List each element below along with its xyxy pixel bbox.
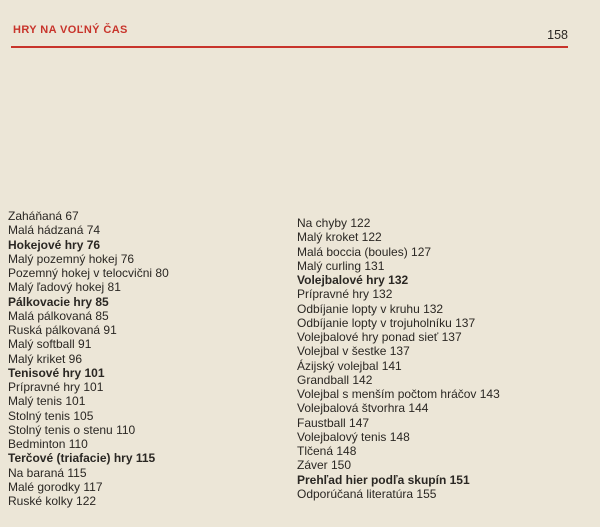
- toc-right-column: [297, 216, 587, 501]
- toc-entry: Pozemný hokej v telocvični 80: [8, 266, 169, 280]
- toc-entry: Grandball 142: [297, 372, 373, 387]
- toc-entry: Faustball 147: [297, 415, 370, 430]
- toc-entry: Volejbalová štvorhra 144: [297, 401, 429, 416]
- toc-entry: Malý ľadový hokej 81: [8, 280, 121, 295]
- toc-entry: Na chyby 122: [297, 216, 371, 230]
- toc-entry: Malý softball 91: [8, 337, 92, 352]
- header-rule: [11, 46, 568, 48]
- toc-entry: Ruské kolky 122: [8, 494, 97, 508]
- toc-entry: Odporúčaná literatúra 155: [297, 486, 437, 501]
- toc-entry: Malý kroket 122: [297, 230, 382, 245]
- toc-entry: Prípravné hry 101: [8, 380, 104, 394]
- toc-entry: Odbíjanie lopty v kruhu 132: [297, 301, 444, 316]
- toc-entry: Stolný tenis o stenu 110: [8, 422, 136, 437]
- toc-entry: Stolný tenis 105: [8, 408, 94, 423]
- toc-entry: Ázijský volejbal 141: [297, 358, 402, 373]
- toc-entry: Zaháňaná 67: [8, 209, 79, 223]
- toc-entry: Malá hádzaná 74: [8, 223, 101, 238]
- toc-section-heading: Volejbalové hry 132: [297, 273, 409, 287]
- toc-section-heading: Tenisové hry 101: [8, 365, 105, 380]
- toc-entry: Malá pálkovaná 85: [8, 308, 109, 323]
- toc-entry: Na baraná 115: [8, 465, 87, 480]
- toc-entry: Malý curling 131: [297, 258, 385, 273]
- toc-entry: Volejbalové hry ponad sieť 137: [297, 330, 462, 344]
- toc-entry: Volejbalový tenis 148: [297, 429, 410, 444]
- toc-entry: Odbíjanie lopty v trojuholníku 137: [297, 315, 476, 330]
- toc-entry: Malý tenis 101: [8, 394, 86, 409]
- running-header-title: HRY NA VOĽNÝ ČAS: [13, 24, 128, 36]
- toc-entry: Prípravné hry 132: [297, 287, 393, 302]
- toc-left-column: [8, 209, 276, 508]
- toc-entry: Tlčená 148: [297, 444, 357, 458]
- toc-entry: Malý kriket 96: [8, 351, 83, 366]
- toc-entry: Volejbal v šestke 137: [297, 344, 410, 359]
- toc-section-heading: Pálkovacie hry 85: [8, 294, 109, 309]
- toc-section-heading: Terčové (triafacie) hry 115: [8, 451, 156, 466]
- toc-entry: Ruská pálkovaná 91: [8, 323, 117, 337]
- toc-section-heading: Hokejové hry 76: [8, 237, 101, 252]
- toc-entry: Záver 150: [297, 458, 352, 473]
- toc-entry: Malý pozemný hokej 76: [8, 251, 135, 266]
- toc-entry: Volejbal s menším počtom hráčov 143: [297, 387, 500, 401]
- toc-section-heading: Prehľad hier podľa skupín 151: [297, 472, 470, 487]
- toc-entry: Malá boccia (boules) 127: [297, 244, 432, 259]
- page-number: 158: [547, 28, 568, 42]
- toc-entry: Bedminton 110: [8, 437, 88, 451]
- toc-entry: Malé gorodky 117: [8, 479, 103, 494]
